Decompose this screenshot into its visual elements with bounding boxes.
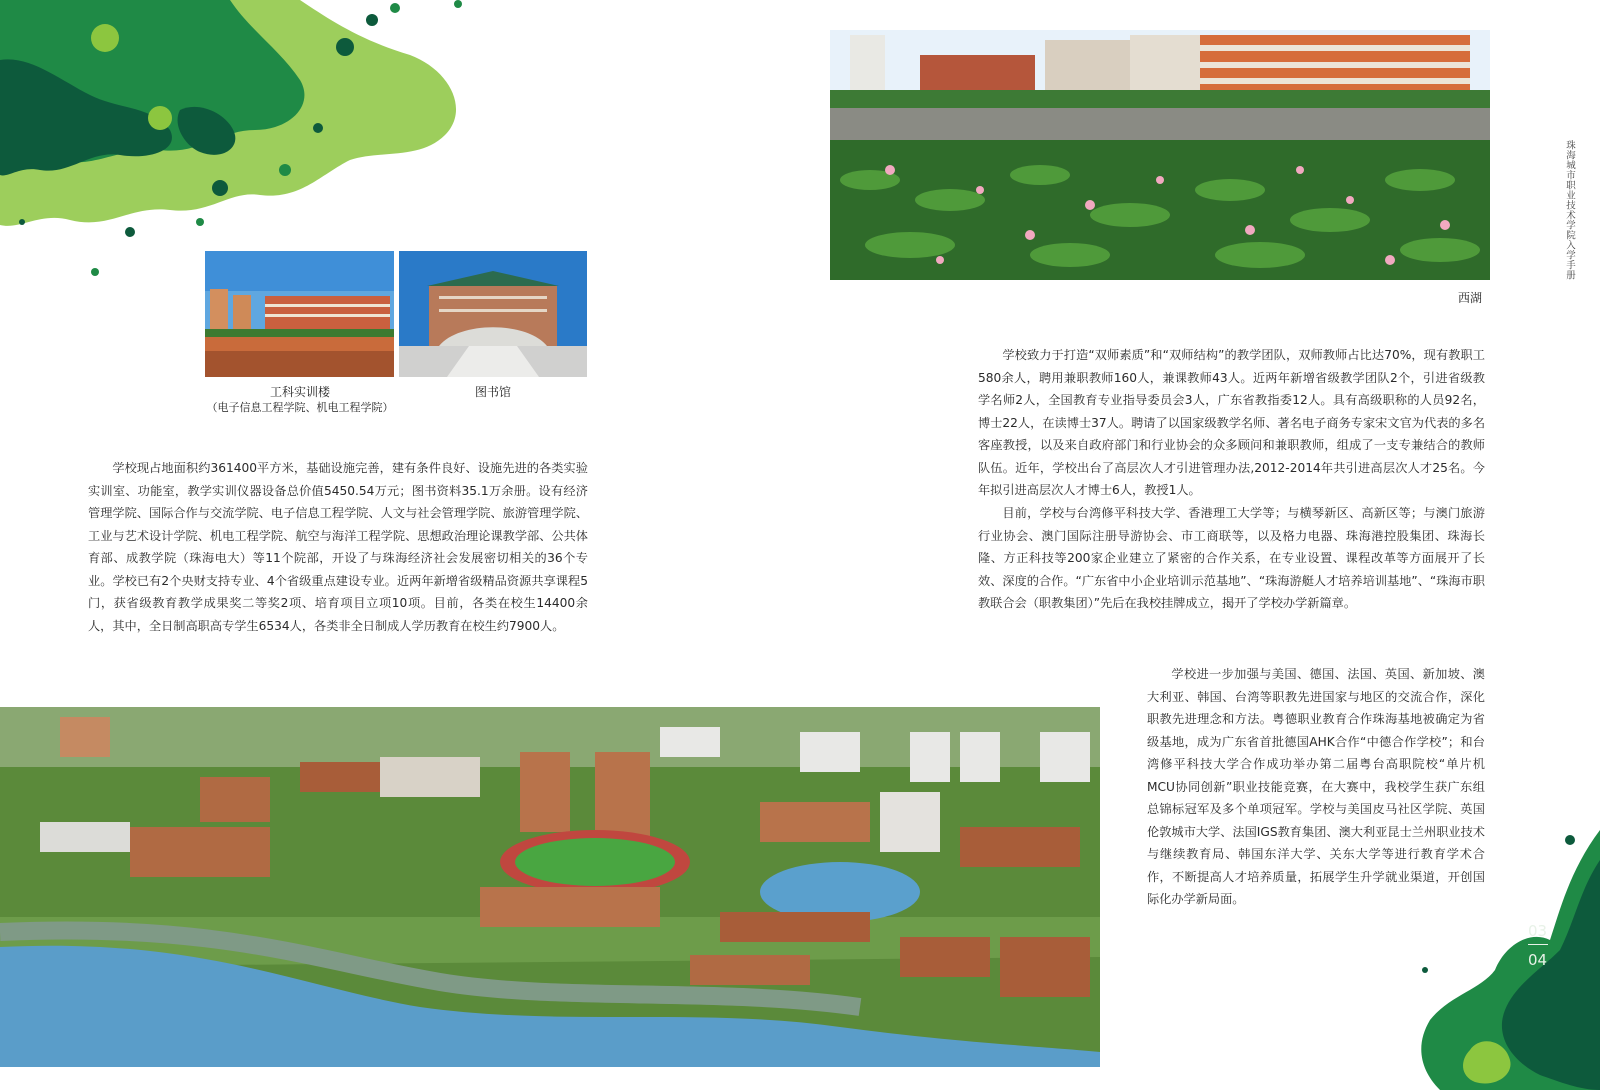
- lake-photo: [830, 30, 1490, 280]
- campus-paragraph: 学校现占地面积约361400平方米，基础设施完善，建有条件良好、设施先进的各类实验实训室、功能室，教学实训仪器设备总价值5450.54万元；图书资料35.1万余册。设有经济管理学院、国际合作与交流学院、电子信息工程学院、人文与社会管理学院、旅游管理学院、工业与艺术设计学院、机电工程学院、航空与海洋工程学院、思想政治理论课教学部、公共体育部、成教学院（珠海电大）等11个院部，开设了与珠海经济社会发展密切相关的36个专业。学校已有2个央财支持专业、4个省级重点建设专业。近两年新增省级精品资源共享课程5门，获省级教育教学成果奖二等奖2项、培育项目立项10项。目前，各类在校生14400余人，其中，全日制高职高专学生6534人，各类非全日制成人学历教育在校生约7900人。: [88, 461, 588, 633]
- campus-aerial-render: [0, 707, 1100, 1067]
- library-photo: [399, 251, 587, 377]
- engineering-caption-line2: （电子信息工程学院、机电工程学院）: [206, 401, 394, 414]
- page-number-left: 03: [1528, 922, 1548, 940]
- library-caption: 图书馆: [474, 385, 511, 399]
- engineering-building-photo: [205, 251, 394, 377]
- faculty-paragraph: 学校致力于打造“双师素质”和“双师结构”的教学团队，双师教师占比达70%，现有教职工580余人，聘用兼职教师160人，兼课教师43人。近两年新增省级教学团队2个，引进省级教学名师2人，全国教育专业指导委员会3人，广东省教指委12人。具有高级职称的人员92名，博士22人，在读博士37人。聘请了以国家级教学名师、著名电子商务专家宋文官为代表的多名客座教授，以及来自政府部门和行业协会的众多顾问和兼职教师，组成了一支专兼结合的教师队伍。近年，学校出台了高层次人才引进管理办法,2012-2014年共引进高层次人才25名。今年拟引进高层次人才博士6人，教授1人。: [978, 348, 1485, 497]
- page-number-right: 04: [1528, 951, 1548, 969]
- lake-caption: 西湖: [1457, 291, 1482, 305]
- vertical-handbook-title: 珠海城市职业技术学院入学手册: [1564, 140, 1575, 280]
- engineering-caption-line1: 工科实训楼: [269, 385, 330, 399]
- international-paragraph: 学校进一步加强与美国、德国、法国、英国、新加坡、澳大利亚、韩国、台湾等职教先进国家与地区的交流合作，深化职教先进理念和方法。粤德职业教育合作珠海基地被确定为省级基地，成为广东省首批德国AHK合作“中德合作学校”；和台湾修平科技大学合作成功举办第二届粤台高职院校“单片机MCU协同创新”职业技能竞赛，在大赛中，我校学生获广东组总锦标冠军及多个单项冠军。学校与美国皮马社区学院、英国伦敦城市大学、法国IGS教育集团、澳大利亚昆士兰州职业技术与继续教育局、韩国东洋大学、关东大学等进行教育学术合作，不断提高人才培养质量，拓展学生升学就业渠道，开创国际化办学新局面。: [1147, 667, 1485, 906]
- page-number-divider: [1528, 944, 1548, 945]
- cooperation-paragraph: 目前，学校与台湾修平科技大学、香港理工大学等；与横琴新区、高新区等；与澳门旅游行业协会、澳门国际注册导游协会、市工商联等，以及格力电器、珠海港控股集团、珠海长隆、方正科技等200家企业建立了紧密的合作关系，在专业设置、课程改革等方面展开了长效、深度的合作。“广东省中小企业培训示范基地”、“珠海游艇人才培养培训基地”、“珠海市职教联合会（职教集团）”先后在我校挂牌成立，揭开了学校办学新篇章。: [978, 506, 1485, 610]
- green-paint-splash-top: [0, 0, 500, 290]
